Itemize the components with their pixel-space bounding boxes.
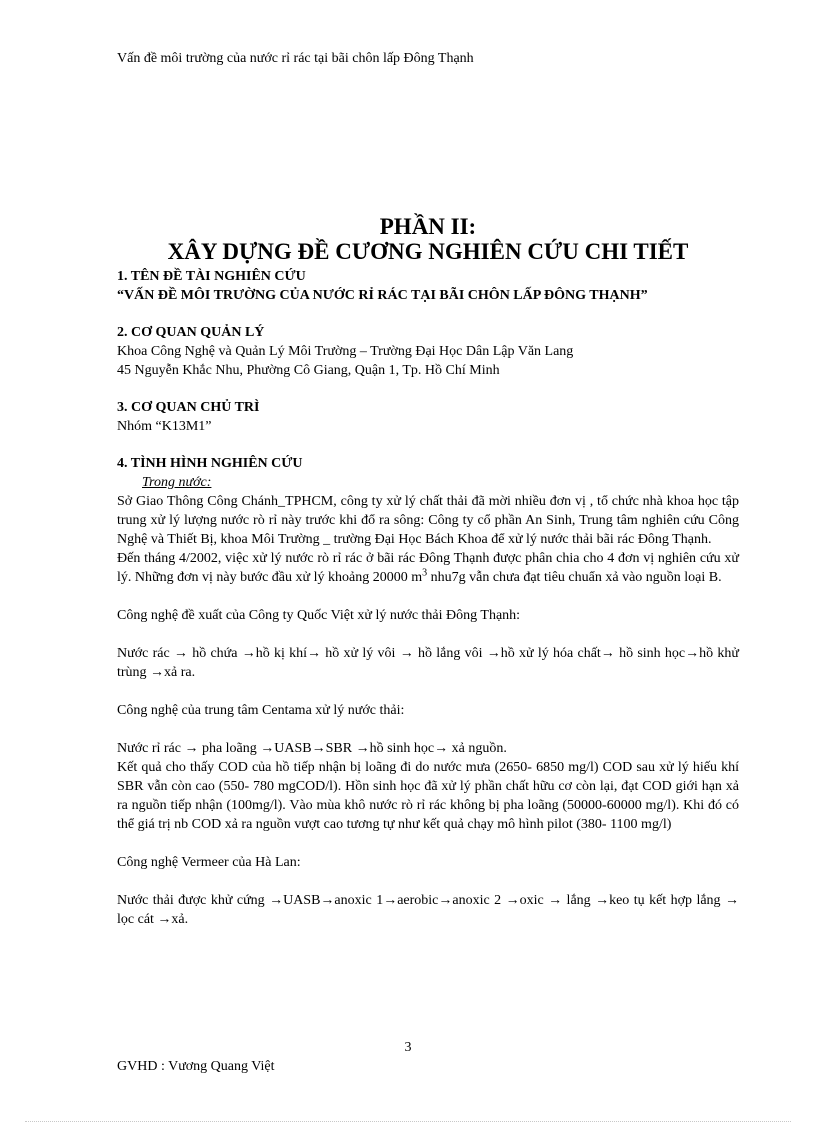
- section-4-paragraph-3: Công nghệ đề xuất của Công ty Quốc Việt xử lý nước thải Đông Thạnh:: [117, 608, 521, 623]
- section-4-paragraph-8: Công nghệ Vermeer của Hà Lan:: [117, 855, 301, 870]
- section-4-paragraph-6: Nước rỉ rác → pha loãng →UASB→SBR →hồ sinh học→ xả nguồn.: [117, 741, 507, 756]
- part-title: PHẦN II:: [379, 214, 477, 239]
- main-title: XÂY DỰNG ĐỀ CƯƠNG NGHIÊN CỨU CHI TIẾT: [167, 239, 689, 264]
- section-1-topic: “VẤN ĐỀ MÔI TRƯỜNG CỦA NƯỚC RỈ RÁC TẠI BÃI CHÔN LẤP ĐÔNG THẠNH”: [117, 288, 648, 303]
- paragraph-2-text-b: nhu7g vẫn chưa đạt tiêu chuẩn xả vào nguồn loại B.: [427, 570, 722, 585]
- section-4-paragraph-4: Nước rác → hồ chứa →hồ kị khí→ hồ xử lý vôi → hồ lắng vôi →hồ xử lý hóa chất→ hồ sinh học→hồ khử trùng →xả ra.: [117, 646, 739, 680]
- page-footer: GVHD : Vương Quang Việt: [117, 1059, 275, 1074]
- section-4-subheading: Trong nước:: [142, 475, 212, 490]
- page-header: Vấn đề môi trường của nước rỉ rác tại bãi chôn lấp Đông Thạnh: [117, 51, 474, 66]
- section-4-heading: 4. TÌNH HÌNH NGHIÊN CỨU: [117, 456, 303, 471]
- section-2-line-1: Khoa Công Nghệ và Quản Lý Môi Trường – Trường Đại Học Dân Lập Văn Lang: [117, 344, 574, 359]
- section-4-paragraph-9: Nước thải được khử cứng →UASB→anoxic 1→aerobic→anoxic 2 →oxic → lắng →keo tụ kết hợp lắng → lọc cát →xả.: [117, 893, 739, 927]
- section-4-paragraph-2: [117, 549, 739, 587]
- section-2-heading: 2. CƠ QUAN QUẢN LÝ: [117, 325, 265, 340]
- section-4-paragraph-7: Kết quả cho thấy COD của hồ tiếp nhận bị loãng đi do nước mưa (2650- 6850 mg/l) COD sau xử lý hiếu khí SBR vẫn còn cao (550- 780 mgCOD/l). Hồn sinh học đã xử lý phần chất hữu cơ còn lại, đạt COD giới hạn xả ra nguồn tiếp nhận (100mg/l). Vào mùa khô nước rò rỉ rác không bị pha loãng (50000-60000 mg/l). Khi đó có thể giá trị nb COD xả ra nguồn vượt cao tương tự như kết quả chạy mô hình pilot (380- 1100 mg/l): [117, 760, 739, 832]
- page-number: 3: [404, 1040, 412, 1055]
- section-3-line-1: Nhóm “K13M1”: [117, 419, 212, 434]
- paragraph-2-text-a: Đến tháng 4/2002, việc xử lý nước rò rỉ rác ở bãi rác Đông Thạnh được phân chia cho 4 đơn vị nghiên cứu xử lý. Những đơn vị này bước đầu xử lý khoảng 20000 m: [117, 551, 739, 585]
- document-body: [117, 214, 739, 929]
- section-1-heading: 1. TÊN ĐỀ TÀI NGHIÊN CỨU: [117, 269, 306, 284]
- section-4-paragraph-1: Sở Giao Thông Công Chánh_TPHCM, công ty xử lý chất thải đã mời nhiều đơn vị , tổ chức nhà khoa học tập trung xử lý lượng nước rò rỉ này trước khi đổ ra sông: Công ty cổ phần An Sinh, Trung tâm nghiên cứu Công Nghệ và Thiết Bị, khoa Môi Trường _ trường Đại Học Bách Khoa để xử lý nước thải bãi rác Đông Thạnh.: [117, 494, 739, 547]
- section-3-heading: 3. CƠ QUAN CHỦ TRÌ: [117, 400, 260, 415]
- section-2-line-2: 45 Nguyễn Khắc Nhu, Phường Cô Giang, Quận 1, Tp. Hồ Chí Minh: [117, 363, 500, 378]
- page-bottom-divider: [25, 1121, 791, 1122]
- paragraph-2-superscript: 3: [422, 567, 428, 579]
- section-4-paragraph-5: Công nghệ của trung tâm Centama xử lý nước thải:: [117, 703, 405, 718]
